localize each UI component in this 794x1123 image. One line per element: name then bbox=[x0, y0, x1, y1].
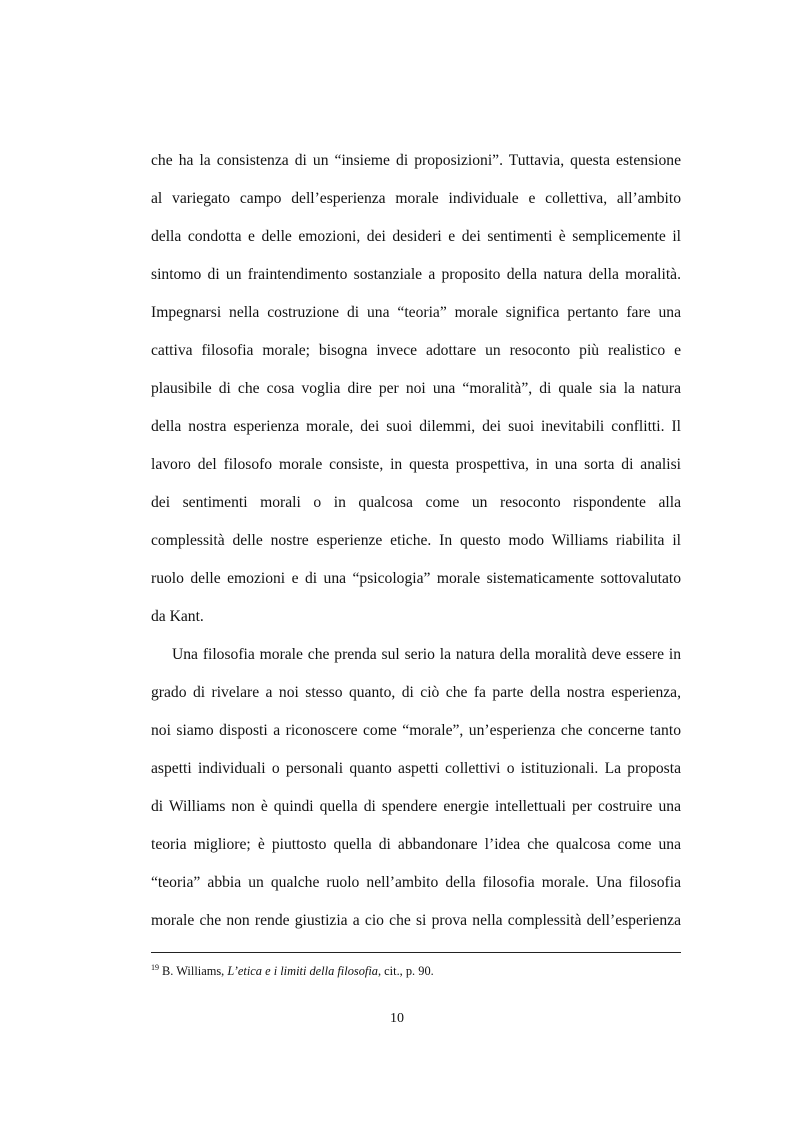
footnote-number: 19 bbox=[151, 963, 159, 972]
body-text-line: Una filosofia morale che prenda sul serio la natura della moralità deve essere in bbox=[172, 646, 681, 663]
body-text-line: della condotta e delle emozioni, dei desideri e dei sentimenti è semplicemente il bbox=[151, 228, 681, 245]
body-text-line: morale che non rende giustizia a cio che si prova nella complessità dell’esperienza bbox=[151, 912, 681, 929]
body-text-line: della nostra esperienza morale, dei suoi dilemmi, dei suoi inevitabili conflitti. Il bbox=[151, 418, 681, 435]
body-text-line: aspetti individuali o personali quanto aspetti collettivi o istituzionali. La proposta bbox=[151, 760, 681, 777]
footnote-author: B. Williams, bbox=[162, 964, 228, 978]
body-text-line: cattiva filosofia morale; bisogna invece adottare un resoconto più realistico e bbox=[151, 342, 681, 359]
body-text-line: lavoro del filosofo morale consiste, in questa prospettiva, in una sorta di analisi bbox=[151, 456, 681, 473]
body-text-line: plausibile di che cosa voglia dire per noi una “moralità”, di quale sia la natura bbox=[151, 380, 681, 397]
body-text-line: “teoria” abbia un qualche ruolo nell’ambito della filosofia morale. Una filosofia bbox=[151, 874, 681, 891]
body-text-line: dei sentimenti morali o in qualcosa come un resoconto rispondente alla bbox=[151, 494, 681, 511]
body-text-line: sintomo di un fraintendimento sostanziale a proposito della natura della moralità. bbox=[151, 266, 681, 283]
body-text-line: noi siamo disposti a riconoscere come “morale”, un’esperienza che concerne tanto bbox=[151, 722, 681, 739]
page-number: 10 bbox=[390, 1011, 404, 1026]
body-text-line: teoria migliore; è piuttosto quella di abbandonare l’idea che qualcosa come una bbox=[151, 836, 681, 853]
footnote-citation: , cit., p. 90. bbox=[377, 964, 434, 978]
body-text-line: di Williams non è quindi quella di spendere energie intellettuali per costruire una bbox=[151, 798, 681, 815]
body-text-line: da Kant. bbox=[151, 608, 204, 625]
body-text-line: che ha la consistenza di un “insieme di proposizioni”. Tuttavia, questa estensione bbox=[151, 152, 681, 169]
body-text-line: al variegato campo dell’esperienza morale individuale e collettiva, all’ambito bbox=[151, 190, 681, 207]
body-text-line: ruolo delle emozioni e di una “psicologia” morale sistematicamente sottovalutato bbox=[151, 570, 681, 587]
footnote bbox=[151, 959, 681, 980]
footnote-book-title: L’etica e i limiti della filosofia bbox=[227, 964, 378, 978]
footnote-separator bbox=[151, 952, 681, 953]
body-text-line: complessità delle nostre esperienze etiche. In questo modo Williams riabilita il bbox=[151, 532, 681, 549]
body-text-line: Impegnarsi nella costruzione di una “teoria” morale significa pertanto fare una bbox=[151, 304, 681, 321]
body-text-line: grado di rivelare a noi stesso quanto, di ciò che fa parte della nostra esperienza, bbox=[151, 684, 681, 701]
